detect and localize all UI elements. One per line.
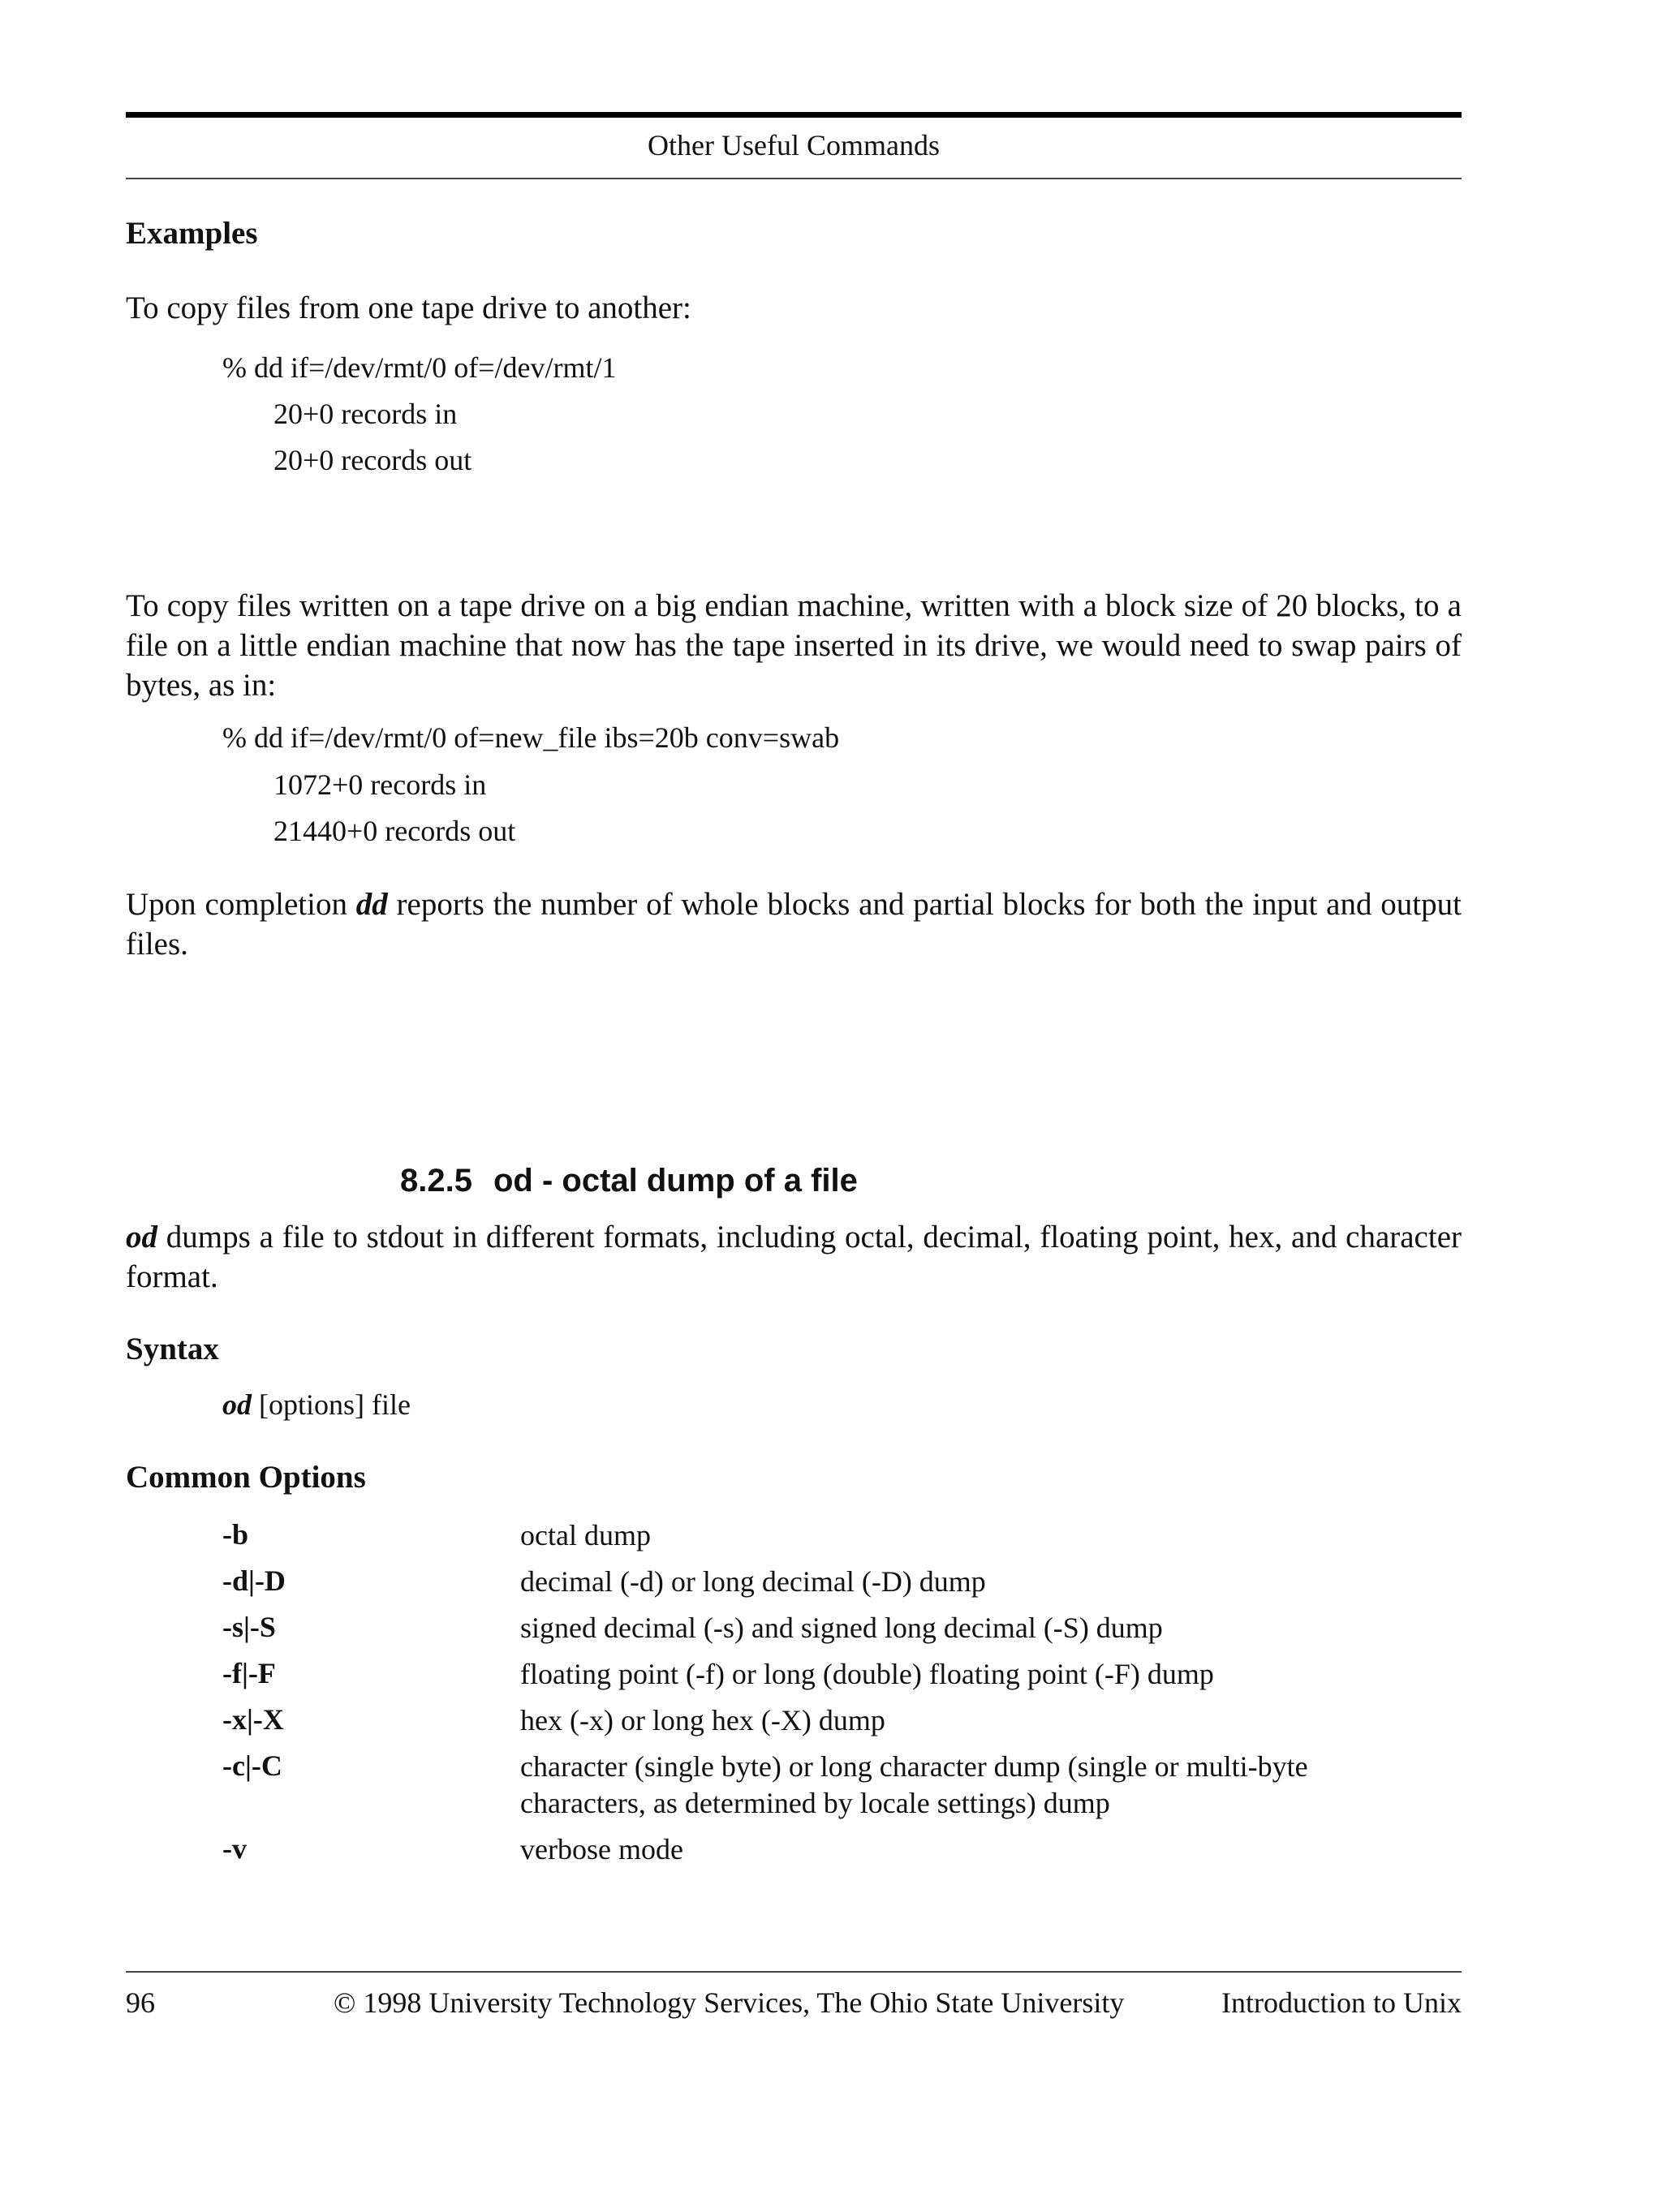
od-description: od dumps a file to stdout in different formats, including octal, decimal, floating point, hex, and character format. [126, 1220, 1462, 1294]
completion-paragraph: Upon completion dd reports the number of whole blocks and partial blocks for both the input and output files. [126, 887, 1462, 962]
example1-command: % dd if=/dev/rmt/0 of=/dev/rmt/1 [222, 351, 617, 384]
header-top-rule [126, 112, 1462, 118]
option-description: verbose mode [520, 1833, 683, 1866]
option-flag: -v [222, 1832, 247, 1865]
option-flag: -c|-C [222, 1749, 282, 1782]
syntax-heading: Syntax [126, 1332, 219, 1366]
footer-rule [126, 1971, 1462, 1973]
common-options-heading: Common Options [126, 1460, 366, 1495]
example2-intro: To copy files written on a tape drive on a big endian machine, written with a block size of 20 blocks, to a file on a little endian machine that now has the tape inserted in its drive, we would need to swap pairs of bytes, as in: [126, 588, 1462, 703]
option-description: octal dump [520, 1519, 651, 1551]
option-flag: -b [222, 1518, 249, 1551]
option-flag: -x|-X [222, 1703, 284, 1736]
example1-intro: To copy files from one tape drive to another: [126, 290, 691, 325]
option-description: floating point (-f) or long (double) floating point (-F) dump [520, 1658, 1214, 1690]
example2-command: % dd if=/dev/rmt/0 of=new_file ibs=20b conv=swab [222, 721, 840, 754]
header-bottom-rule [126, 178, 1462, 179]
syntax-line [222, 1388, 411, 1422]
option-description: character (single byte) or long character dump (single or multi-byte characters, as determined by locale settings) dump [520, 1750, 1308, 1819]
footer-book-title: Introduction to Unix [1221, 1986, 1462, 2019]
example1-output-out: 20+0 records out [273, 444, 472, 476]
option-flag: -d|-D [222, 1564, 286, 1597]
running-header: Other Useful Commands [648, 129, 940, 161]
syntax-command: od [222, 1388, 252, 1421]
example2-output-in: 1072+0 records in [273, 768, 487, 801]
section-title: od - octal dump of a file [493, 1163, 858, 1199]
example1-output-in: 20+0 records in [273, 398, 458, 430]
od-command-ref: od [126, 1220, 157, 1254]
option-flag: -s|-S [222, 1611, 276, 1643]
option-description: signed decimal (-s) and signed long decimal (-S) dump [520, 1612, 1163, 1644]
option-description: hex (-x) or long hex (-X) dump [520, 1704, 885, 1736]
syntax-args: [options] file [252, 1388, 411, 1421]
footer-copyright: © 1998 University Technology Services, The Ohio State University [334, 1986, 1125, 2019]
examples-heading: Examples [126, 216, 258, 251]
example2-output-out: 21440+0 records out [273, 815, 516, 847]
section-number: 8.2.5 [400, 1163, 472, 1199]
option-description: decimal (-d) or long decimal (-D) dump [520, 1565, 986, 1598]
dd-command-ref: dd [355, 887, 388, 922]
section-heading [400, 1163, 858, 1199]
page-number: 96 [126, 1986, 155, 2019]
option-flag: -f|-F [222, 1657, 276, 1689]
